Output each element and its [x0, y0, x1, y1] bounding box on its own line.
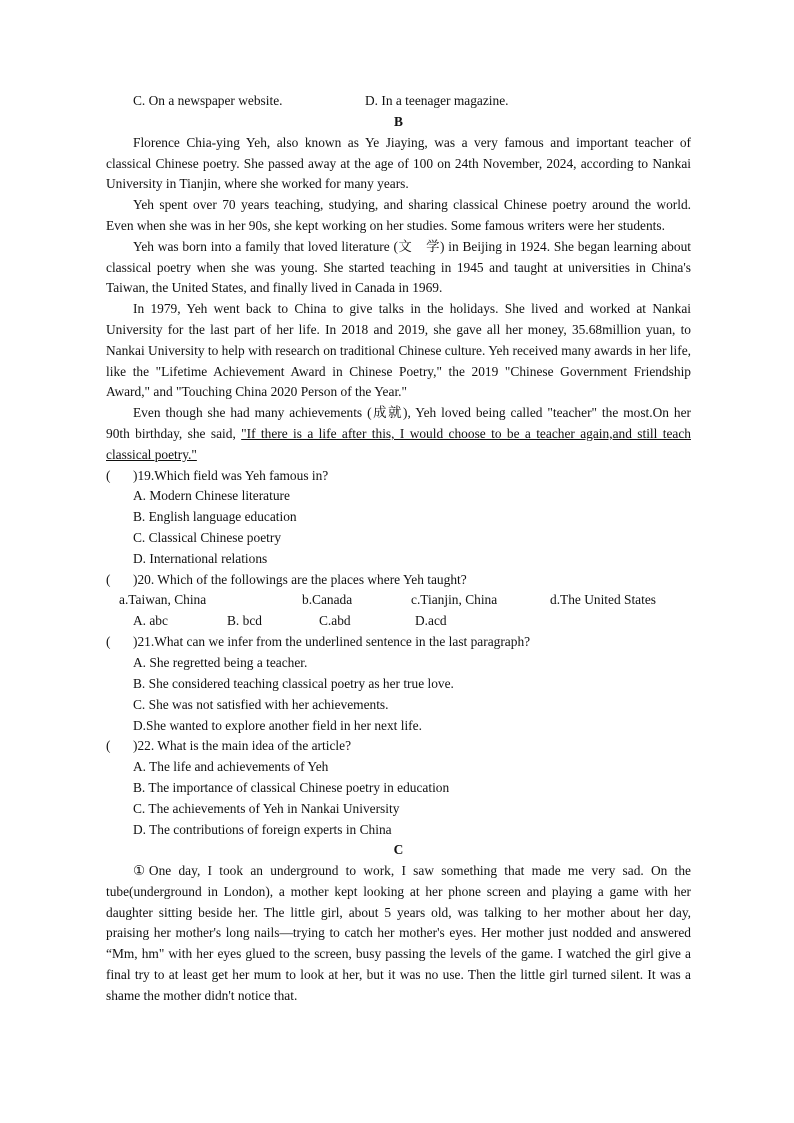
option-a: A. She regretted being a teacher.: [133, 655, 308, 671]
previous-question-options: [106, 91, 691, 112]
option-b: B. The importance of classical Chinese poetry in education: [133, 779, 450, 795]
option-b: B. bcd: [227, 613, 262, 629]
option-c: C. On a newspaper website.: [133, 93, 283, 108]
answer-options: [106, 611, 691, 632]
place-items: [106, 590, 691, 611]
option-a: A. The life and achievements of Yeh: [133, 759, 329, 775]
section-b-heading: B: [394, 114, 403, 129]
option-d: D.She wanted to explore another field in her next life.: [133, 717, 422, 733]
item-d: d.The United States: [550, 592, 656, 608]
passage-b-last-paragraph: [106, 403, 691, 465]
option-d: D. The contributions of foreign experts in China: [133, 821, 392, 837]
passage-b-paragraph: Yeh spent over 70 years teaching, studying, and sharing classical Chinese poetry around the world. Even when she was in her 90s, she kept working on her studies. Some famous writers were her students.: [106, 197, 691, 233]
item-c: c.Tianjin, China: [411, 592, 498, 608]
underlined-sentence: "If there is a life after this, I would choose to be a teacher again,and still teach classical poetry.": [106, 425, 691, 462]
question-20: [106, 570, 691, 633]
question-text: )20. Which of the followings are the places where Yeh taught?: [133, 571, 467, 587]
option-a: A. abc: [133, 613, 168, 629]
section-c-heading: C: [393, 842, 404, 858]
option-d: D. International relations: [133, 550, 268, 566]
question-19: [106, 466, 691, 570]
passage-c-paragraph: ①One day, I took an underground to work, I saw something that made me very sad. On the tube(underground in London), a mother kept looking at her phone screen and playing a game with her daughter sitting beside her. The little girl, about 5 years old, was talking to her mother about her day, praising her mother's long nails—trying to catch her mother's eyes. Her mother just nodded and answered “Mm, hm" with her eyes glued to the screen, busy passing the levels of the game. I watched the girl give a final try to at least get her mum to look at her, but it was no use. Then the little girl turned silent. It was a shame the mother didn't notice that.: [106, 863, 691, 1003]
option-c: C. She was not satisfied with her achievements.: [133, 696, 389, 712]
item-a: a.Taiwan, China: [119, 592, 207, 608]
question-stem: [106, 736, 691, 757]
question-stem: [106, 632, 691, 653]
answer-blank[interactable]: (: [106, 738, 138, 754]
passage-b-paragraph: Yeh was born into a family that loved literature (文 学) in Beijing in 1924. She began learning about classical poetry when she was young. She started teaching in 1945 and taught at universities in China's Taiwan, the United States, and finally lived in Canada in 1969.: [106, 238, 691, 296]
item-b: b.Canada: [302, 592, 353, 608]
option-c: C. The achievements of Yeh in Nankai University: [133, 800, 400, 816]
last-paragraph-text: Even though she had many achievements (成就), Yeh loved being called "teacher" the most.On her 90th birthday, she said,: [106, 405, 691, 441]
question-stem: [106, 570, 691, 591]
option-c: C. Classical Chinese poetry: [133, 529, 282, 545]
option-d: D.acd: [415, 613, 447, 629]
answer-blank[interactable]: (: [106, 571, 138, 587]
question-21: [106, 632, 691, 736]
option-d: D. In a teenager magazine.: [365, 93, 509, 108]
question-22: [106, 736, 691, 840]
passage-b-paragraph: Florence Chia-ying Yeh, also known as Ye Jiaying, was a very famous and important teacher of classical Chinese poetry. She passed away at the age of 100 on 24th November, 2024, according to Nankai University in Tianjin, where she worked for many years.: [106, 134, 691, 192]
answer-blank[interactable]: (: [106, 467, 138, 483]
passage-b-paragraph: In 1979, Yeh went back to China to give talks in the holidays. She lived and worked at Nankai University for the last part of her life. In 2018 and 2019, she gave all her money, 35.68million yuan, to Nankai University to help with research on traditional Chinese culture. Yeh received many awards in her life, like the "Lifetime Achievement Award in Chinese Poetry," the 2019 "Chinese Government Friendship Award," and "Touching China 2020 Person of the Year.": [106, 301, 691, 400]
option-b: B. English language education: [133, 509, 297, 525]
option-b: B. She considered teaching classical poetry as her true love.: [133, 675, 454, 691]
option-c: C.abd: [319, 613, 351, 629]
question-text: )19.Which field was Yeh famous in?: [133, 467, 329, 483]
question-text: )21.What can we infer from the underlined sentence in the last paragraph?: [133, 634, 531, 650]
question-text: )22. What is the main idea of the article?: [133, 738, 352, 754]
answer-blank[interactable]: (: [106, 634, 138, 650]
option-a: A. Modern Chinese literature: [133, 488, 290, 504]
exam-page: [106, 91, 691, 1007]
question-stem: [106, 466, 691, 487]
